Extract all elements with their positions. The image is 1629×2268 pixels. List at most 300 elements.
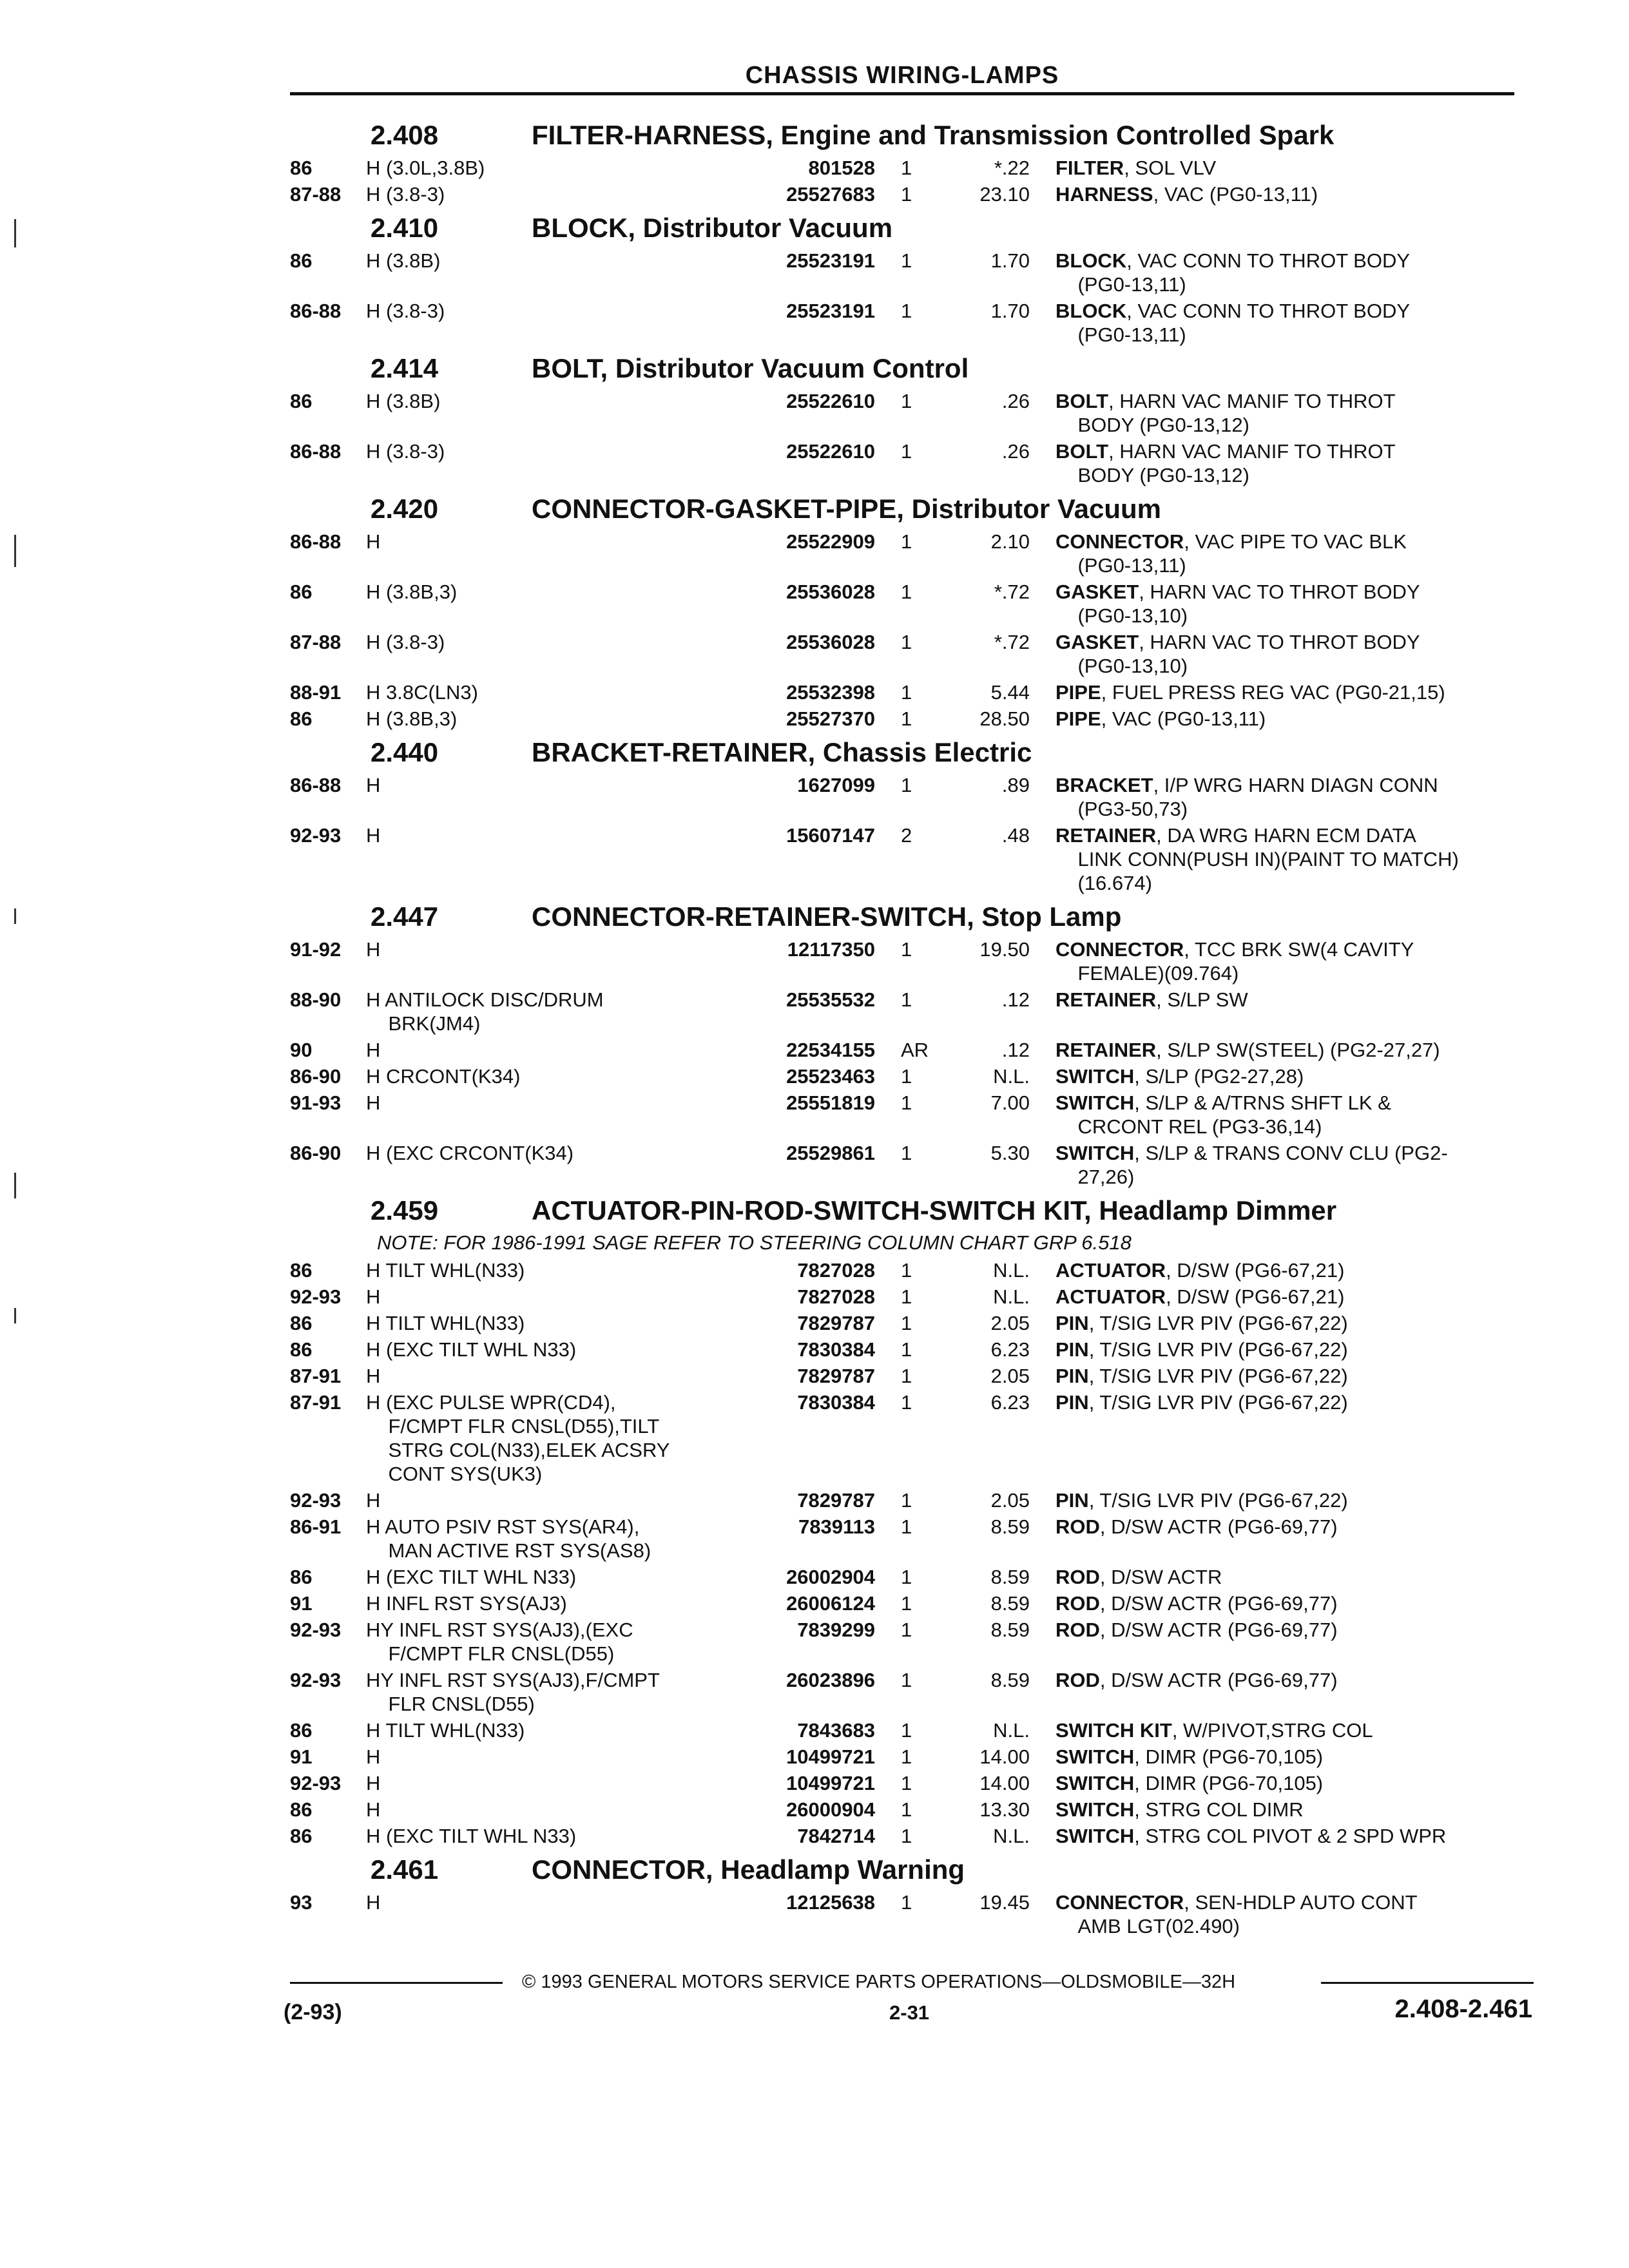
part-detail: , TCC BRK SW(4 CAVITY FEMALE)(09.764) [1077, 938, 1414, 985]
part-number: 7830384 [797, 1391, 875, 1414]
part-detail: , HARN VAC MANIF TO THROT BODY (PG0-13,12) [1077, 440, 1396, 486]
part-name: BOLT [1055, 440, 1109, 463]
part-row [290, 1364, 1514, 1388]
part-row [290, 1338, 1514, 1361]
part-detail: , VAC CONN TO THROT BODY (PG0-13,11) [1077, 249, 1411, 296]
part-name: ACTUATOR [1055, 1285, 1166, 1308]
quantity: 1 [901, 1825, 912, 1847]
part-number: 7830384 [797, 1338, 875, 1361]
model-year: 86 [290, 1825, 313, 1847]
part-name: ACTUATOR [1055, 1259, 1166, 1282]
usage-code: H [366, 1798, 381, 1821]
quantity: 1 [901, 1142, 912, 1164]
quantity: 1 [901, 1592, 912, 1615]
quantity: 1 [901, 631, 912, 653]
usage-code: H (3.8-3) [366, 631, 445, 653]
model-year: 86 [290, 157, 313, 179]
part-number: 7842714 [797, 1825, 875, 1847]
part-row [290, 1311, 1514, 1335]
part-name: PIN [1055, 1312, 1089, 1334]
part-detail: , D/SW ACTR (PG6-69,77) [1099, 1515, 1338, 1538]
model-year: 92-93 [290, 1772, 342, 1794]
part-description [1030, 156, 1500, 180]
quantity: 1 [901, 300, 912, 322]
part-description [1030, 1311, 1500, 1335]
price: 2.05 [990, 1489, 1030, 1512]
part-row [290, 1798, 1514, 1821]
model-year: 86-88 [290, 300, 342, 322]
part-row [290, 1258, 1514, 1282]
part-detail: , D/SW ACTR (PG6-69,77) [1099, 1592, 1338, 1615]
part-description [1030, 773, 1500, 821]
price: 28.50 [979, 707, 1030, 730]
model-year: 86 [290, 1566, 313, 1588]
price: *.22 [994, 157, 1030, 179]
model-year: 86-88 [290, 530, 342, 553]
footer-copyright: © 1993 GENERAL MOTORS SERVICE PARTS OPERATIONS—OLDSMOBILE—32H [522, 1972, 1236, 1992]
part-name: SWITCH [1055, 1825, 1135, 1847]
part-detail: , DA WRG HARN ECM DATA LINK CONN(PUSH IN)(PAINT TO MATCH) (16.674) [1077, 824, 1459, 894]
usage-code: H [366, 1745, 381, 1768]
part-row [290, 988, 1514, 1035]
quantity: 1 [901, 390, 912, 412]
section-code: 2.459 [371, 1195, 439, 1225]
part-row [290, 1141, 1514, 1189]
model-year: 86 [290, 1719, 313, 1742]
part-description [1030, 1038, 1500, 1062]
part-row [290, 1745, 1514, 1769]
part-number: 7843683 [797, 1719, 875, 1742]
usage-code: H [366, 774, 381, 796]
part-name: CONNECTOR [1055, 530, 1184, 553]
quantity: 1 [901, 1566, 912, 1588]
page-header [290, 62, 1514, 95]
part-row [290, 1390, 1514, 1486]
price: 23.10 [979, 183, 1030, 206]
part-description [1030, 1258, 1500, 1282]
usage-code: H (EXC TILT WHL N33) [366, 1566, 577, 1588]
part-number: 7829787 [797, 1489, 875, 1512]
part-name: ROD [1055, 1619, 1100, 1641]
part-description [1030, 439, 1500, 487]
part-row [290, 580, 1514, 628]
price: *.72 [994, 631, 1030, 653]
part-description [1030, 1591, 1500, 1615]
usage-code: H [366, 1489, 381, 1512]
usage-code: H INFL RST SYS(AJ3) [366, 1592, 567, 1615]
quantity: 1 [901, 1515, 912, 1538]
price: .12 [1001, 988, 1030, 1011]
section-title: FILTER-HARNESS, Engine and Transmission Controlled Spark [532, 120, 1335, 150]
catalog-section [290, 1854, 1514, 1938]
part-detail: , HARN VAC TO THROT BODY (PG0-13,10) [1077, 581, 1420, 627]
section-heading [290, 494, 1514, 524]
footer-date: (2-93) [284, 2000, 342, 2024]
margin-mark [14, 1308, 16, 1323]
usage-code: H (3.8-3) [366, 300, 445, 322]
price: N.L. [993, 1719, 1030, 1742]
usage-code: H [366, 1891, 381, 1914]
part-detail: , SEN-HDLP AUTO CONT AMB LGT(02.490) [1077, 1891, 1418, 1937]
part-detail: , T/SIG LVR PIV (PG6-67,22) [1088, 1312, 1348, 1334]
usage-code: H TILT WHL(N33) [366, 1312, 525, 1334]
part-row [290, 249, 1514, 296]
usage-code: H (3.0L,3.8B) [366, 157, 485, 179]
part-row [290, 182, 1514, 206]
price: 2.05 [990, 1365, 1030, 1387]
part-number: 7829787 [797, 1312, 875, 1334]
part-name: GASKET [1055, 581, 1139, 603]
model-year: 92-93 [290, 1669, 342, 1691]
page-title: CHASSIS WIRING-LAMPS [745, 62, 1059, 89]
model-year: 91 [290, 1745, 313, 1768]
part-name: CONNECTOR [1055, 1891, 1184, 1914]
usage-code: HY INFL RST SYS(AJ3),(EXC F/CMPT FLR CNSL(D55) [366, 1619, 633, 1665]
part-description [1030, 299, 1500, 347]
model-year: 86-91 [290, 1515, 342, 1538]
part-name: ROD [1055, 1566, 1100, 1588]
part-description [1030, 937, 1500, 985]
price: 6.23 [990, 1338, 1030, 1361]
section-title: BOLT, Distributor Vacuum Control [532, 353, 969, 383]
part-number: 25527370 [786, 707, 875, 730]
price: N.L. [993, 1065, 1030, 1088]
price: *.72 [994, 581, 1030, 603]
section-note: NOTE: FOR 1986-1991 SAGE REFER TO STEERING COLUMN CHART GRP 6.518 [377, 1231, 1132, 1254]
part-description [1030, 1798, 1500, 1821]
part-detail: , D/SW ACTR [1099, 1566, 1222, 1588]
part-detail: , S/LP & TRANS CONV CLU (PG2- 27,26) [1077, 1142, 1448, 1188]
usage-code: H [366, 1039, 381, 1061]
part-number: 801528 [808, 157, 875, 179]
usage-code: H (EXC TILT WHL N33) [366, 1338, 577, 1361]
usage-code: H (EXC CRCONT(K34) [366, 1142, 574, 1164]
quantity: 1 [901, 1365, 912, 1387]
part-description [1030, 1890, 1500, 1938]
part-row [290, 299, 1514, 347]
part-description [1030, 988, 1500, 1035]
section-title: BLOCK, Distributor Vacuum [532, 213, 893, 243]
part-detail: , D/SW (PG6-67,21) [1166, 1259, 1345, 1282]
part-name: SWITCH [1055, 1142, 1135, 1164]
usage-code: H [366, 1285, 381, 1308]
usage-code: H [366, 824, 381, 847]
quantity: 1 [901, 440, 912, 463]
part-name: ROD [1055, 1669, 1100, 1691]
part-description [1030, 1565, 1500, 1589]
part-detail: , T/SIG LVR PIV (PG6-67,22) [1088, 1391, 1348, 1414]
model-year: 87-88 [290, 631, 342, 653]
part-name: SWITCH [1055, 1091, 1135, 1114]
part-number: 25551819 [786, 1091, 875, 1114]
price: N.L. [993, 1825, 1030, 1847]
section-heading [290, 120, 1514, 151]
part-name: BLOCK [1055, 249, 1127, 272]
section-code: 2.447 [371, 901, 439, 932]
part-description [1030, 1771, 1500, 1795]
part-row [290, 530, 1514, 577]
usage-code: H TILT WHL(N33) [366, 1719, 525, 1742]
part-row [290, 1515, 1514, 1562]
part-detail: , D/SW ACTR (PG6-69,77) [1099, 1669, 1338, 1691]
section-title: CONNECTOR, Headlamp Warning [532, 1854, 965, 1885]
part-row [290, 1771, 1514, 1795]
quantity: AR [901, 1039, 929, 1061]
footer-rule-left [290, 1982, 503, 1984]
part-detail: , D/SW ACTR (PG6-69,77) [1099, 1619, 1338, 1641]
section-code: 2.410 [371, 213, 439, 243]
part-row [290, 1890, 1514, 1938]
price: 5.44 [990, 681, 1030, 704]
part-name: RETAINER [1055, 1039, 1157, 1061]
model-year: 86 [290, 581, 313, 603]
part-row [290, 680, 1514, 704]
section-heading [290, 353, 1514, 384]
part-row [290, 389, 1514, 437]
model-year: 87-88 [290, 183, 342, 206]
quantity: 1 [901, 1391, 912, 1414]
part-description [1030, 1091, 1500, 1139]
model-year: 87-91 [290, 1365, 342, 1387]
quantity: 1 [901, 1669, 912, 1691]
part-detail: , T/SIG LVR PIV (PG6-67,22) [1088, 1365, 1348, 1387]
margin-mark [14, 908, 16, 924]
part-detail: , S/LP & A/TRNS SHFT LK & CRCONT REL (PG3-36,14) [1077, 1091, 1391, 1138]
part-description [1030, 182, 1500, 206]
part-row [290, 1064, 1514, 1088]
model-year: 86-90 [290, 1142, 342, 1164]
model-year: 86 [290, 390, 313, 412]
price: 2.10 [990, 530, 1030, 553]
model-year: 86-88 [290, 440, 342, 463]
price: .48 [1001, 824, 1030, 847]
part-description [1030, 1618, 1500, 1666]
quantity: 1 [901, 1772, 912, 1794]
part-description [1030, 1364, 1500, 1388]
price: 2.05 [990, 1312, 1030, 1334]
part-number: 7827028 [797, 1259, 875, 1282]
part-name: RETAINER [1055, 988, 1157, 1011]
price: 8.59 [990, 1669, 1030, 1691]
part-row [290, 1488, 1514, 1512]
part-detail: , HARN VAC MANIF TO THROT BODY (PG0-13,12) [1077, 390, 1396, 436]
part-number: 10499721 [786, 1772, 875, 1794]
part-number: 25532398 [786, 681, 875, 704]
usage-code: H (3.8B,3) [366, 707, 458, 730]
part-description [1030, 823, 1500, 895]
model-year: 92-93 [290, 824, 342, 847]
quantity: 1 [901, 774, 912, 796]
section-heading [290, 213, 1514, 244]
model-year: 86-90 [290, 1065, 342, 1088]
part-detail: , DIMR (PG6-70,105) [1134, 1745, 1324, 1768]
part-number: 7829787 [797, 1365, 875, 1387]
section-heading [290, 1854, 1514, 1885]
part-description [1030, 1141, 1500, 1189]
section-heading [290, 1195, 1514, 1226]
part-number: 25527683 [786, 183, 875, 206]
quantity: 1 [901, 581, 912, 603]
part-detail: , I/P WRG HARN DIAGN CONN (PG3-50,73) [1077, 774, 1438, 820]
usage-code: H (3.8-3) [366, 440, 445, 463]
price: 5.30 [990, 1142, 1030, 1164]
part-detail: , D/SW (PG6-67,21) [1166, 1285, 1345, 1308]
part-number: 25522610 [786, 390, 875, 412]
part-description [1030, 1338, 1500, 1361]
price: .26 [1001, 390, 1030, 412]
usage-code: H (3.8B,3) [366, 581, 458, 603]
price: 14.00 [979, 1772, 1030, 1794]
part-number: 15607147 [786, 824, 875, 847]
part-name: BLOCK [1055, 300, 1127, 322]
price: 13.30 [979, 1798, 1030, 1821]
quantity: 1 [901, 157, 912, 179]
catalog-section [290, 213, 1514, 347]
part-row [290, 1668, 1514, 1716]
usage-code: H (3.8B) [366, 390, 441, 412]
model-year: 86 [290, 1338, 313, 1361]
part-name: SWITCH KIT [1055, 1719, 1172, 1742]
part-detail: , T/SIG LVR PIV (PG6-67,22) [1088, 1338, 1348, 1361]
section-code: 2.461 [371, 1854, 439, 1885]
part-name: SWITCH [1055, 1065, 1135, 1088]
quantity: 1 [901, 707, 912, 730]
usage-code: H [366, 1365, 381, 1387]
part-row [290, 156, 1514, 180]
usage-code: H (3.8-3) [366, 183, 445, 206]
part-name: HARNESS [1055, 183, 1153, 206]
part-row [290, 1038, 1514, 1062]
quantity: 1 [901, 1619, 912, 1641]
catalog-section [290, 120, 1514, 206]
quantity: 1 [901, 1065, 912, 1088]
usage-code: H [366, 1091, 381, 1114]
quantity: 1 [901, 1312, 912, 1334]
part-detail: , S/LP (PG2-27,28) [1134, 1065, 1304, 1088]
part-detail: , T/SIG LVR PIV (PG6-67,22) [1088, 1489, 1348, 1512]
quantity: 1 [901, 681, 912, 704]
price: 7.00 [990, 1091, 1030, 1114]
quantity: 2 [901, 824, 912, 847]
quantity: 1 [901, 183, 912, 206]
section-title: ACTUATOR-PIN-ROD-SWITCH-SWITCH KIT, Headlamp Dimmer [532, 1195, 1337, 1225]
quantity: 1 [901, 1285, 912, 1308]
section-code: 2.414 [371, 353, 439, 383]
footer-rule-right [1321, 1982, 1534, 1984]
part-number: 25535532 [786, 988, 875, 1011]
part-description [1030, 1064, 1500, 1088]
part-row [290, 1091, 1514, 1139]
part-name: PIN [1055, 1391, 1089, 1414]
part-row [290, 1285, 1514, 1309]
part-name: ROD [1055, 1515, 1100, 1538]
price: N.L. [993, 1259, 1030, 1282]
part-detail: , DIMR (PG6-70,105) [1134, 1772, 1324, 1794]
quantity: 1 [901, 988, 912, 1011]
part-description [1030, 707, 1500, 731]
price: 8.59 [990, 1592, 1030, 1615]
quantity: 1 [901, 1091, 912, 1114]
usage-code: H AUTO PSIV RST SYS(AR4), MAN ACTIVE RST SYS(AS8) [366, 1515, 651, 1562]
model-year: 86 [290, 707, 313, 730]
section-heading [290, 737, 1514, 768]
part-name: CONNECTOR [1055, 938, 1184, 961]
quantity: 1 [901, 1891, 912, 1914]
part-name: PIPE [1055, 707, 1101, 730]
usage-code: H [366, 530, 381, 553]
model-year: 92-93 [290, 1489, 342, 1512]
price: 14.00 [979, 1745, 1030, 1768]
part-description [1030, 1488, 1500, 1512]
part-description [1030, 1390, 1500, 1486]
section-title: CONNECTOR-GASKET-PIPE, Distributor Vacuum [532, 494, 1162, 524]
part-detail: , HARN VAC TO THROT BODY (PG0-13,10) [1077, 631, 1420, 677]
price: 6.23 [990, 1391, 1030, 1414]
part-detail: , S/LP SW(STEEL) (PG2-27,27) [1156, 1039, 1440, 1061]
footer-page-number: 2-31 [889, 2001, 930, 2024]
part-name: BRACKET [1055, 774, 1153, 796]
model-year: 88-90 [290, 988, 342, 1011]
part-number: 10499721 [786, 1745, 875, 1768]
quantity: 1 [901, 1259, 912, 1282]
part-name: PIN [1055, 1338, 1089, 1361]
part-detail: , W/PIVOT,STRG COL [1171, 1719, 1373, 1742]
part-number: 26006124 [786, 1592, 875, 1615]
part-description [1030, 1668, 1500, 1716]
part-row [290, 773, 1514, 821]
price: 8.59 [990, 1566, 1030, 1588]
part-description [1030, 1718, 1500, 1742]
part-name: SWITCH [1055, 1772, 1135, 1794]
quantity: 1 [901, 938, 912, 961]
quantity: 1 [901, 249, 912, 272]
part-description [1030, 630, 1500, 678]
part-description [1030, 389, 1500, 437]
part-detail: , VAC (PG0-13,11) [1153, 183, 1318, 206]
part-detail: , FUEL PRESS REG VAC (PG0-21,15) [1101, 681, 1445, 704]
usage-code: H 3.8C(LN3) [366, 681, 478, 704]
price: N.L. [993, 1285, 1030, 1308]
part-name: GASKET [1055, 631, 1139, 653]
catalog-section [290, 353, 1514, 487]
section-code: 2.420 [371, 494, 439, 524]
usage-code: H [366, 938, 381, 961]
price: 1.70 [990, 249, 1030, 272]
part-name: PIN [1055, 1365, 1089, 1387]
model-year: 90 [290, 1039, 313, 1061]
catalog-section [290, 494, 1514, 731]
catalog-section [290, 737, 1514, 895]
part-number: 12125638 [786, 1891, 875, 1914]
part-description [1030, 530, 1500, 577]
margin-mark [14, 535, 16, 567]
part-row [290, 707, 1514, 731]
part-number: 7839299 [797, 1619, 875, 1641]
part-name: SWITCH [1055, 1745, 1135, 1768]
part-detail: , VAC CONN TO THROT BODY (PG0-13,11) [1077, 300, 1411, 346]
usage-code: H CRCONT(K34) [366, 1065, 521, 1088]
part-name: BOLT [1055, 390, 1109, 412]
part-number: 25522909 [786, 530, 875, 553]
quantity: 1 [901, 1719, 912, 1742]
part-number: 26023896 [786, 1669, 875, 1691]
margin-mark [14, 219, 16, 247]
usage-code: H TILT WHL(N33) [366, 1259, 525, 1282]
model-year: 92-93 [290, 1285, 342, 1308]
section-code: 2.440 [371, 737, 439, 767]
part-description [1030, 1515, 1500, 1562]
model-year: 86-88 [290, 774, 342, 796]
